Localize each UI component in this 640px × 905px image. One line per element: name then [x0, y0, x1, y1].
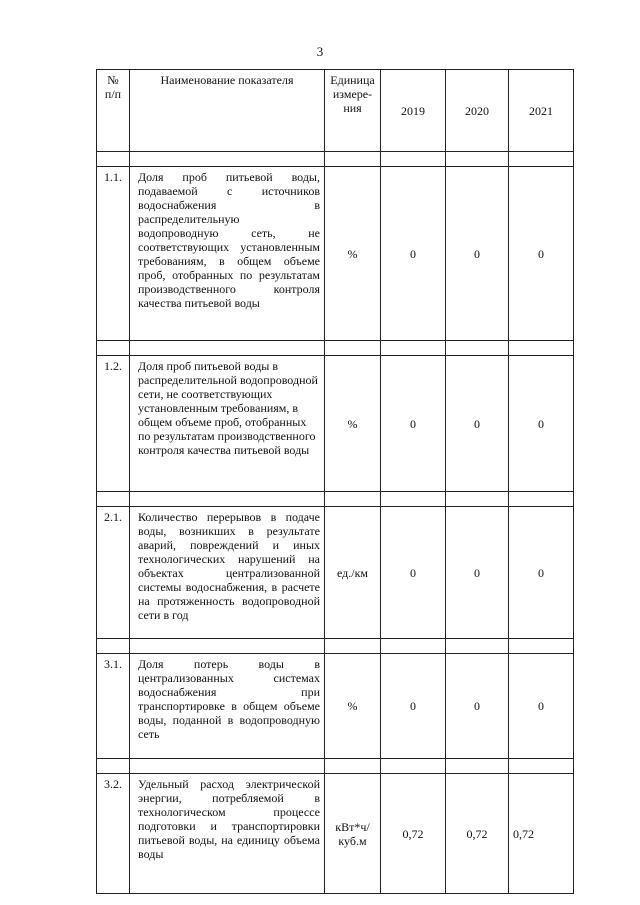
- row-indicator-name: Доля проб питьевой воды в распределительной водопроводной сети, не соответствующих установленным требованиям, в общем объеме проб, отобранных по результатам производственного контроля качества питьевой воды: [130, 356, 325, 492]
- spacer-row: [97, 759, 574, 774]
- row-indicator-name: Удельный расход электрической энергии, потребляемой в технологическом процессе подготовки и транспортировки питьевой воды, на единицу объема воды: [130, 774, 325, 894]
- row-value-2021: 0: [509, 356, 574, 492]
- header-number: [97, 70, 130, 152]
- row-unit: [325, 774, 381, 894]
- header-number-text: № п/п: [104, 73, 122, 101]
- row-number: 1.1.: [97, 167, 130, 341]
- page-number: 3: [316, 44, 324, 59]
- row-value-2019: 0: [381, 507, 446, 639]
- row-value-2021: 0,72: [509, 774, 574, 894]
- header-unit: [325, 70, 381, 152]
- row-value-2019: 0: [381, 654, 446, 759]
- spacer-row: [97, 152, 574, 167]
- header-indicator-name-text: Наименование показателя: [160, 73, 294, 87]
- header-unit-text: Единица измере- ния: [330, 73, 375, 115]
- row-value-2019: 0: [381, 167, 446, 341]
- row-value-2021: 0: [509, 507, 574, 639]
- spacer-row: [97, 492, 574, 507]
- row-value-2020: 0: [446, 507, 509, 639]
- row-number: 3.2.: [97, 774, 130, 894]
- row-value-2020: 0: [446, 356, 509, 492]
- row-unit: ед./км: [325, 507, 381, 639]
- row-unit: %: [325, 356, 381, 492]
- header-year-2019: 2019: [381, 70, 446, 152]
- row-value-2021: 0: [509, 167, 574, 341]
- table-row: [97, 356, 574, 492]
- header-year-2021: 2021: [509, 70, 574, 152]
- row-value-2020: 0: [446, 654, 509, 759]
- row-number: 3.1.: [97, 654, 130, 759]
- row-value-2019: 0: [381, 356, 446, 492]
- header-year-2020: 2020: [446, 70, 509, 152]
- indicators-table: [96, 69, 574, 894]
- table-row: [97, 774, 574, 894]
- spacer-row: [97, 639, 574, 654]
- table-row: [97, 167, 574, 341]
- header-indicator-name: [130, 70, 325, 152]
- row-number: 2.1.: [97, 507, 130, 639]
- row-value-2020: 0: [446, 167, 509, 341]
- row-indicator-name: Доля проб питьевой воды, подаваемой с источников водоснабжения в распределительную водопроводную сеть, не соответствующих установленным требованиям, в общем объеме проб, отобранных по результатам производственного контроля качества питьевой воды: [130, 167, 325, 341]
- row-unit: %: [325, 167, 381, 341]
- table-header-row: [97, 70, 574, 152]
- table-row: [97, 507, 574, 639]
- row-number: 1.2.: [97, 356, 130, 492]
- row-unit: %: [325, 654, 381, 759]
- row-value-2021: 0: [509, 654, 574, 759]
- row-value-2020: 0,72: [446, 774, 509, 894]
- row-indicator-name: Доля потерь воды в централизованных системах водоснабжения при транспортировке в общем объеме воды, поданной в водопроводную сеть: [130, 654, 325, 759]
- row-value-2019: 0,72: [381, 774, 446, 894]
- row-indicator-name: Количество перерывов в подаче воды, возникших в результате аварий, повреждений и иных технологических нарушений на объектах централизованной системы водоснабжения, в расчете на протяженность водопроводной сети в год: [130, 507, 325, 639]
- spacer-row: [97, 341, 574, 356]
- table-row: [97, 654, 574, 759]
- row-unit-text: кВт*ч/ куб.м: [335, 819, 370, 848]
